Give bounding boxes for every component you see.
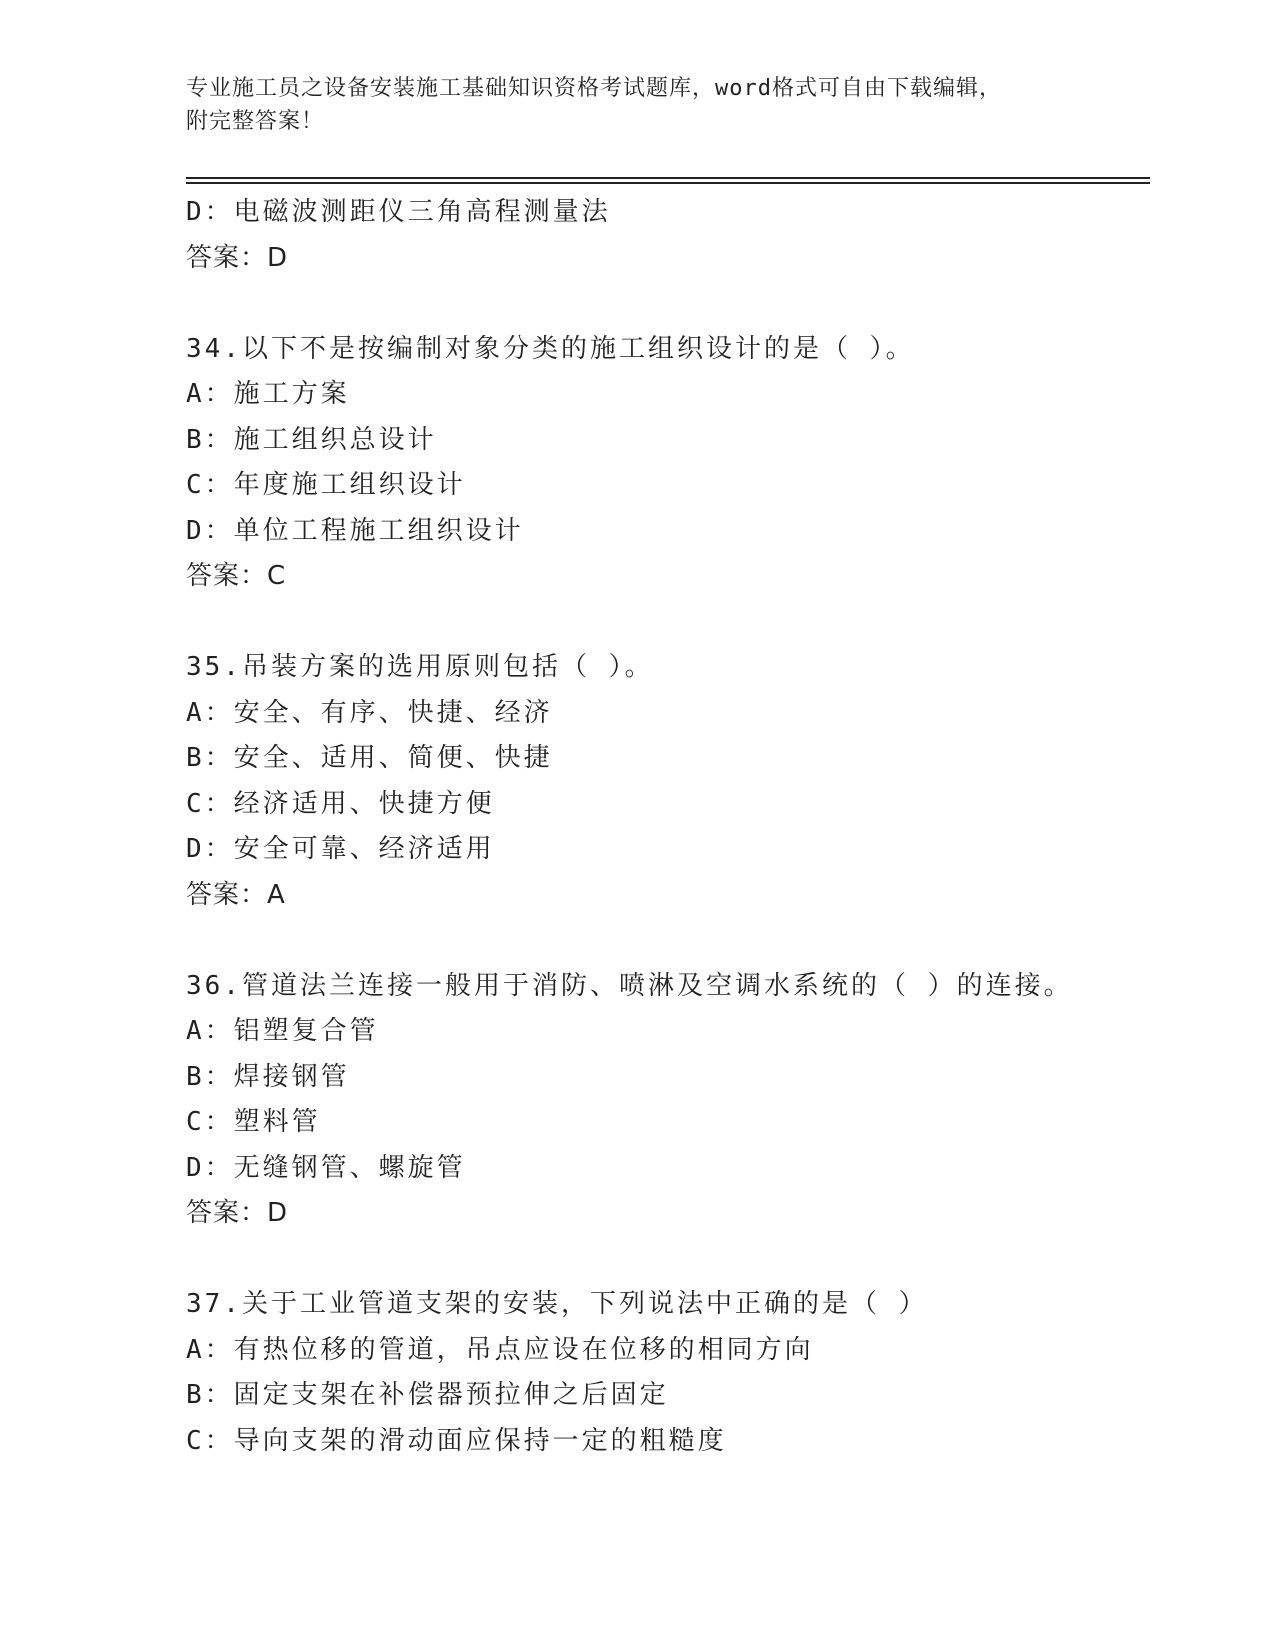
- option-c: C：塑料管: [186, 1107, 321, 1137]
- option-b: B：安全、适用、简便、快捷: [186, 743, 553, 773]
- option-d: D：单位工程施工组织设计: [186, 515, 524, 546]
- option-a: A：安全、有序、快捷、经济: [186, 697, 553, 728]
- question-36: [186, 964, 1146, 1237]
- header-divider-top: [186, 177, 1150, 179]
- option-c: C：经济适用、快捷方便: [186, 788, 495, 819]
- answer: 答案：A: [186, 879, 286, 910]
- answer: 答案：C: [186, 561, 287, 591]
- option-c: C：年度施工组织设计: [186, 470, 466, 500]
- option-b: B：焊接钢管: [186, 1061, 350, 1092]
- option-a: A：施工方案: [186, 379, 350, 409]
- option-d: D：无缝钢管、螺旋管: [186, 1152, 466, 1183]
- header-divider-bottom: [186, 182, 1150, 184]
- question-35: [186, 645, 1146, 918]
- question-stem: 34.以下不是按编制对象分类的施工组织设计的是（ ）。: [186, 333, 915, 364]
- option-b: B：施工组织总设计: [186, 424, 437, 455]
- question-stem: 37.关于工业管道支架的安装，下列说法中正确的是（ ）: [186, 1289, 928, 1319]
- option-c: C：导向支架的滑动面应保持一定的粗糙度: [186, 1425, 727, 1456]
- question-34: [186, 327, 1146, 600]
- option-a: A：铝塑复合管: [186, 1016, 379, 1046]
- option-b: B：固定支架在补偿器预拉伸之后固定: [186, 1380, 669, 1410]
- option-d: D：安全可靠、经济适用: [186, 834, 495, 864]
- answer: 答案：D: [186, 1198, 289, 1228]
- document-header: [186, 72, 1086, 138]
- question-list: [186, 190, 1146, 1464]
- question-37: [186, 1282, 1146, 1464]
- option-a: A：有热位移的管道，吊点应设在位移的相同方向: [186, 1334, 814, 1365]
- answer: 答案：D: [186, 242, 289, 273]
- question-stem: 35.吊装方案的选用原则包括（ ）。: [186, 652, 654, 682]
- header-line-2: 附完整答案！: [186, 109, 325, 134]
- option-d: D：电磁波测距仪三角高程测量法: [186, 197, 611, 227]
- question-stem: 36.管道法兰连接一般用于消防、喷淋及空调水系统的（ ）的连接。: [186, 970, 1073, 1001]
- header-line-1: 专业施工员之设备安装施工基础知识资格考试题库，word格式可自由下载编辑，: [186, 76, 1002, 101]
